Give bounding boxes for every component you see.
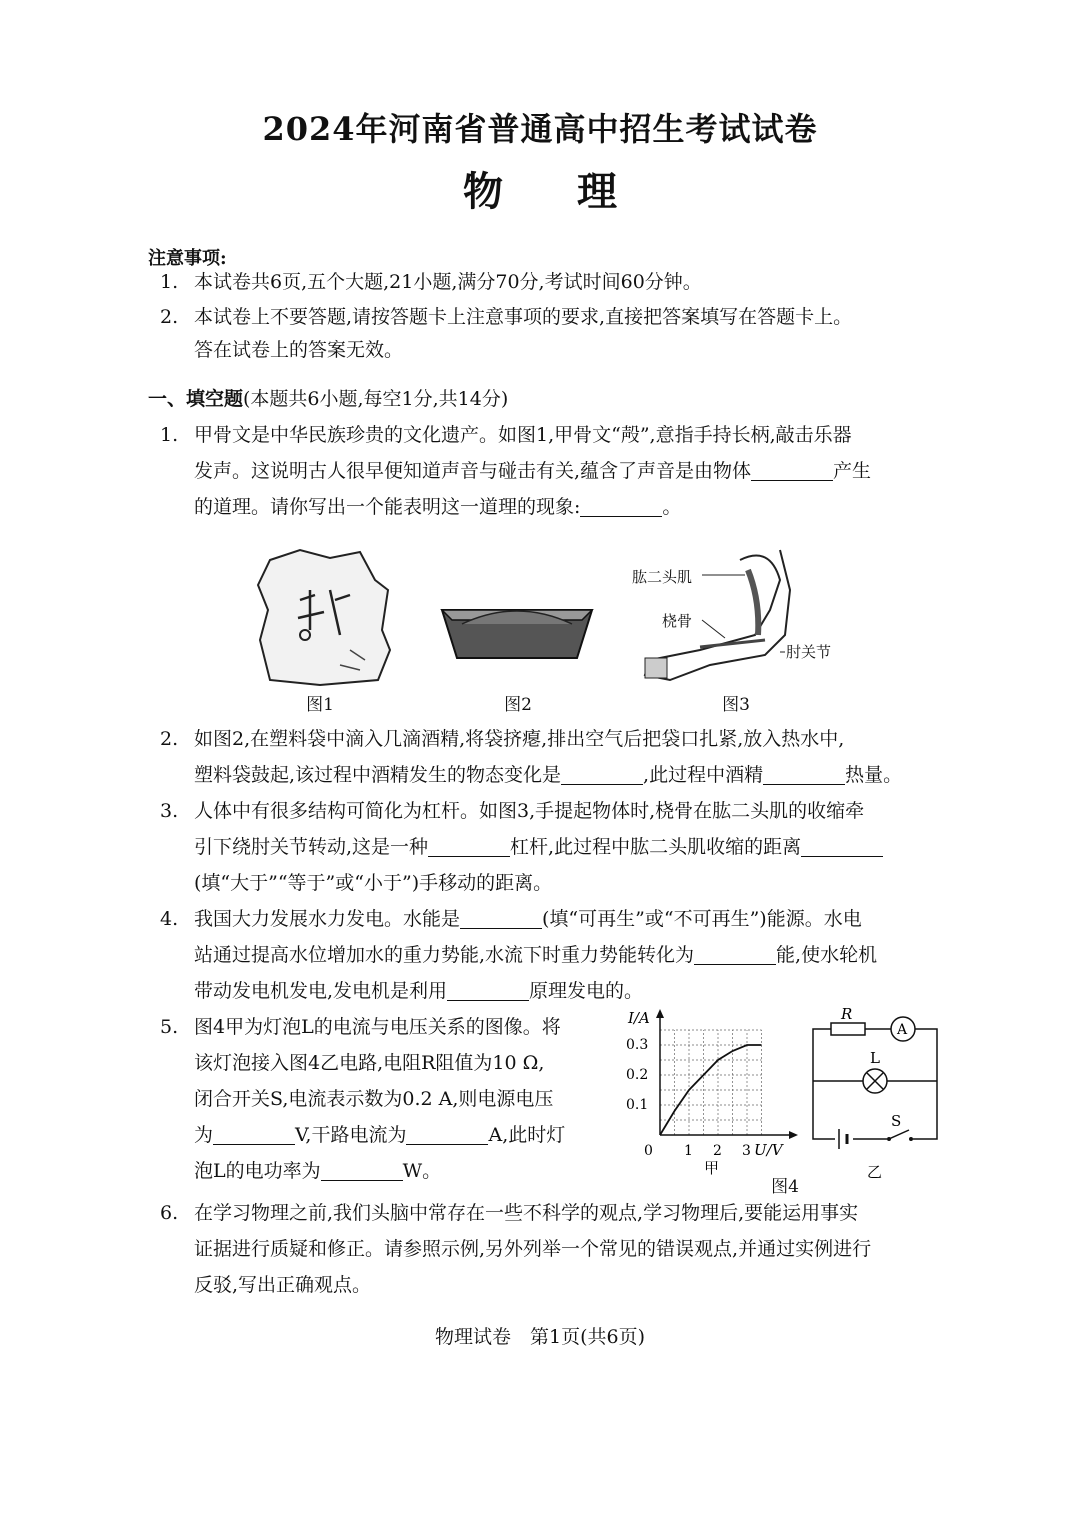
q5-line-5: 泡L的电功率为 W。 [194, 1160, 442, 1182]
y-axis-label: I/A [628, 1009, 650, 1027]
q3-line-1: 3. 人体中有很多结构可简化为杠杆。如图3,手提起物体时,桡骨在肱二头肌的收缩牵 [160, 800, 865, 822]
answer-blank [460, 908, 542, 929]
section-1-heading: 一、填空题(本题共6小题,每空1分,共14分) [148, 388, 509, 410]
y-tick-label: 0.2 [626, 1067, 649, 1083]
resistor-R [831, 1023, 865, 1035]
origin-label: 0 [644, 1143, 653, 1159]
figure-1-caption: 图1 [306, 695, 334, 715]
answer-blank [801, 836, 883, 857]
q5-line-3: 闭合开关S,电流表示数为0.2 A,则电源电压 [194, 1088, 554, 1110]
exam-title: 2024年河南省普通高中招生考试试卷 [262, 110, 818, 148]
x-axis-label: U/V [754, 1141, 783, 1159]
notice-item-2: 2. 本试卷上不要答题,请按答题卡上注意事项的要求,直接把答案填写在答题卡上。 [160, 306, 853, 328]
y-tick-label: 0.1 [626, 1097, 649, 1113]
answer-blank [580, 496, 662, 517]
y-axis-arrow [656, 1009, 664, 1018]
label-biceps: 肱二头肌 [632, 568, 693, 586]
notice-item-1: 1. 本试卷共6页,五个大题,21小题,满分70分,考试时间60分钟。 [160, 271, 702, 293]
sub-caption-jia: 甲 [704, 1159, 720, 1175]
figure-1-oracle-bone [240, 540, 400, 690]
q4-line-3: 带动发电机发电,发电机是利用 原理发电的。 [194, 980, 644, 1002]
answer-blank [213, 1124, 295, 1145]
notice-item-2-cont: 答在试卷上的答案无效。 [194, 339, 404, 361]
x-tick-label: 2 [713, 1143, 722, 1159]
figure-2-tray [432, 590, 602, 670]
figure-2-caption: 图2 [504, 695, 532, 715]
answer-blank [751, 460, 833, 481]
q2-line-2: 塑料袋鼓起,该过程中酒精发生的物态变化是 ,此过程中酒精 热量。 [194, 764, 903, 786]
label-elbow: 肘关节 [786, 643, 832, 661]
answer-blank [321, 1160, 403, 1181]
answer-blank [694, 944, 776, 965]
q6-line-1: 6. 在学习物理之前,我们头脑中常存在一些不科学的观点,学习物理后,要能运用事实 [160, 1202, 859, 1224]
answer-blank [561, 764, 643, 785]
resistor-label: R [841, 1005, 853, 1023]
q5-line-4: 为 V,干路电流为 A,此时灯 [194, 1124, 566, 1146]
y-tick-label: 0.3 [626, 1037, 649, 1053]
figure-4-caption: 图4 [771, 1177, 799, 1197]
label-radius: 桡骨 [662, 612, 693, 630]
x-tick-label: 1 [684, 1143, 693, 1159]
lamp-label: L [870, 1049, 880, 1067]
sub-caption-yi: 乙 [867, 1163, 883, 1180]
q1-line-1: 1. 甲骨文是中华民族珍贵的文化遗产。如图1,甲骨文“殸”,意指手持长柄,敲击乐器 [160, 424, 852, 446]
q4-line-1: 4. 我国大力发展水力发电。水能是 (填“可再生”或“不可再生”)能源。水电 [160, 908, 862, 930]
answer-blank [428, 836, 510, 857]
q1-line-3: 的道理。请你写出一个能表明这一道理的现象: 。 [194, 496, 682, 518]
iu-curve-line [660, 1045, 762, 1135]
q2-line-1: 2. 如图2,在塑料袋中滴入几滴酒精,将袋挤瘪,排出空气后把袋口扎紧,放入热水中, [160, 728, 845, 750]
q3-line-2: 引下绕肘关节转动,这是一种 杠杆,此过程中肱二头肌收缩的距离 [160, 830, 883, 865]
answer-blank [763, 764, 845, 785]
page-footer: 物理试卷 第1页(共6页) [434, 1326, 645, 1348]
q1-line-2: 发声。这说明古人很早便知道声音与碰击有关,蕴含了声音是由物体 产生 [194, 460, 872, 482]
q6-line-2: 证据进行质疑和修正。请参照示例,另外列举一个常见的错误观点,并通过实例进行 [194, 1238, 872, 1260]
figure-3-caption: 图3 [722, 695, 750, 715]
subject-title: 物 理 [463, 168, 617, 215]
answer-blank [447, 980, 529, 1001]
notice-heading: 注意事项: [148, 248, 227, 269]
q5-line-2: 该灯泡接入图4乙电路,电阻R阻值为10 Ω, [194, 1052, 545, 1074]
answer-blank [406, 1124, 488, 1145]
q3-line-3: (填“大于”“等于”或“小于”)手移动的距离。 [194, 872, 553, 894]
switch-label: S [891, 1112, 902, 1130]
ammeter-label: A [897, 1022, 908, 1038]
x-tick-label: 3 [742, 1143, 751, 1159]
q6-line-3: 反驳,写出正确观点。 [194, 1274, 372, 1296]
figure-4-yi-circuit [805, 1005, 945, 1180]
q5-line-1: 5. 图4甲为灯泡L的电流与电压关系的图像。将 [160, 1016, 561, 1038]
x-axis-arrow [789, 1131, 798, 1139]
q4-line-2: 站通过提高水位增加水的重力势能,水流下时重力势能转化为 能,使水轮机 [194, 944, 878, 966]
figure-4-jia-graph [620, 1005, 800, 1175]
